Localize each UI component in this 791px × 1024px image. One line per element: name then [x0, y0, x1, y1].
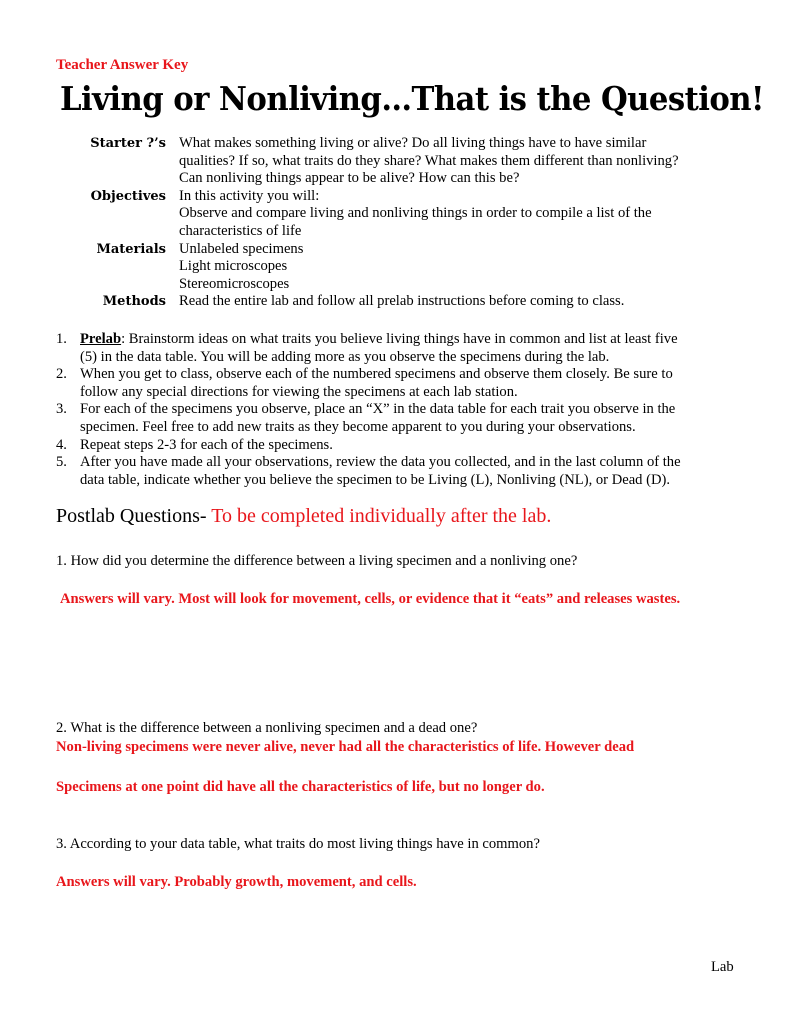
objectives-line: Observe and compare living and nonliving things in order to compile a list of the: [179, 205, 652, 222]
materials-line: Stereomicroscopes: [179, 275, 290, 292]
objectives-row: [60, 188, 750, 241]
objectives-line: characteristics of life: [179, 222, 302, 239]
methods-row: [60, 293, 750, 311]
objectives-label: Objectives: [90, 188, 166, 204]
starter-line: Can nonliving things appear to be alive? How can this be?: [179, 170, 520, 187]
step-text: When you get to class, observe each of the numbered specimens and observe them closely. Be sure to: [80, 366, 673, 383]
question-2: 2. What is the difference between a nonliving specimen and a dead one?: [56, 720, 478, 736]
materials-row: [60, 241, 750, 294]
step-text: (5) in the data table. You will be adding more as you observe the specimens during the lab.: [80, 348, 610, 365]
step-text: After you have made all your observations, review the data you collected, and in the last column of the: [80, 454, 681, 471]
step-item: [56, 437, 736, 455]
starter-line: qualities? If so, what traits do they share? What makes them different than nonliving?: [179, 152, 679, 169]
step-item: [56, 366, 736, 401]
page-title: Living or Nonliving…That is the Question!: [60, 79, 764, 118]
footer-label: Lab: [711, 959, 734, 975]
step-text: data table, indicate whether you believe the specimen to be Living (L), Nonliving (NL), or Dead (D).: [80, 471, 671, 488]
step-number: 4.: [56, 436, 67, 453]
methods-line: Read the entire lab and follow all prelab instructions before coming to class.: [179, 293, 625, 310]
materials-label: Materials: [96, 241, 166, 257]
materials-line: Unlabeled specimens: [179, 240, 304, 257]
materials-line: Light microscopes: [179, 258, 288, 275]
intro-section: [60, 135, 750, 311]
postlab-heading-text: Postlab Questions-: [56, 505, 207, 527]
step-text: For each of the specimens you observe, place an “X” in the data table for each trait you observe in the: [80, 401, 676, 418]
step-number: 5.: [56, 454, 67, 471]
answer-2-line-1: Non-living specimens were never alive, never had all the characteristics of life. However dead: [56, 739, 635, 755]
prelab-label: Prelab: [80, 331, 122, 347]
procedure-steps: [56, 331, 736, 489]
step-item: [56, 401, 736, 436]
postlab-subheading: To be completed individually after the lab.: [206, 505, 552, 527]
methods-label: Methods: [102, 294, 166, 310]
question-3: 3. According to your data table, what traits do most living things have in common?: [56, 836, 540, 852]
step-number: 3.: [56, 401, 67, 418]
answer-2-line-2: Specimens at one point did have all the characteristics of life, but no longer do.: [56, 779, 545, 795]
step-text: Repeat steps 2-3 for each of the specimens.: [80, 436, 333, 453]
starter-row: [60, 135, 750, 188]
answer-3: Answers will vary. Probably growth, movement, and cells.: [56, 874, 417, 890]
question-1: 1. How did you determine the difference between a living specimen and a nonliving one?: [56, 553, 578, 569]
postlab-heading: [56, 505, 551, 528]
teacher-answer-key-label: Teacher Answer Key: [56, 57, 189, 73]
step-number: 2.: [56, 366, 67, 383]
step-text: : Brainstorm ideas on what traits you believe living things have in common and list at least five: [121, 331, 678, 347]
step-text: specimen. Feel free to add new traits as they become apparent to you during your observations.: [80, 418, 636, 435]
step-text: follow any special directions for viewing the specimens at each lab station.: [80, 383, 518, 400]
step-item: [56, 331, 736, 366]
step-number: 1.: [56, 331, 67, 347]
step-item: [56, 454, 736, 489]
answer-1: Answers will vary. Most will look for movement, cells, or evidence that it “eats” and releases wastes.: [60, 591, 681, 607]
objectives-line: In this activity you will:: [179, 187, 320, 204]
starter-line: What makes something living or alive? Do all living things have to have similar: [179, 135, 647, 151]
starter-label: Starter ?’s: [90, 136, 166, 151]
